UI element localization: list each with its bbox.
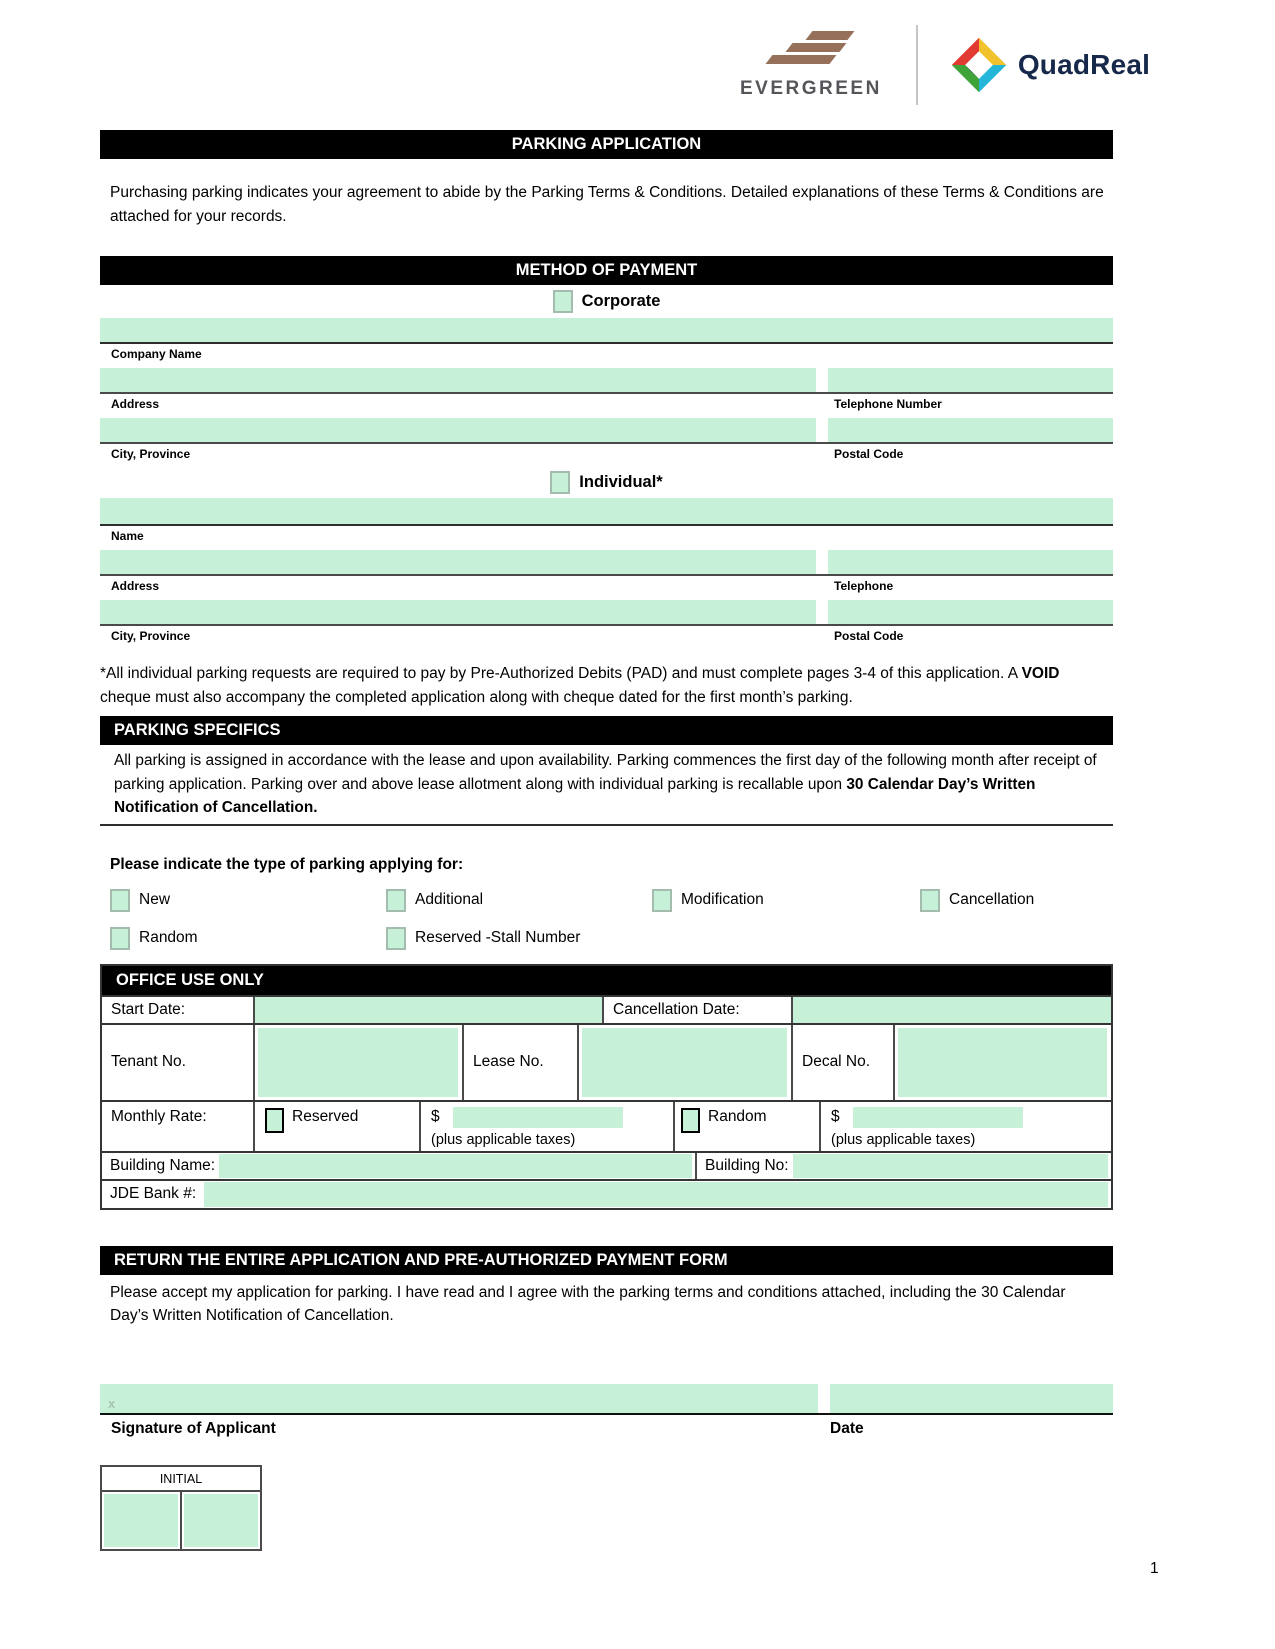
monthly-rate-label: Monthly Rate: — [102, 1102, 255, 1151]
office-random-checkbox[interactable] — [681, 1108, 700, 1133]
random-dollar-sign: $ — [831, 1108, 840, 1125]
initial-cell-right-wrap — [182, 1492, 260, 1549]
corporate-city-label: City, Province — [111, 447, 191, 461]
individual-label: Individual* — [579, 473, 663, 491]
date-field[interactable] — [830, 1384, 1113, 1413]
office-reserved-label: Reserved — [292, 1107, 359, 1125]
new-checkbox[interactable] — [110, 889, 130, 912]
decal-no-field[interactable] — [898, 1028, 1107, 1097]
reserved-tax-note: (plus applicable taxes) — [431, 1131, 576, 1148]
reserved-dollar-sign: $ — [431, 1108, 440, 1125]
tenant-no-label: Tenant No. — [102, 1025, 255, 1100]
lease-no-field[interactable] — [582, 1028, 787, 1097]
parking-type-new — [110, 889, 386, 912]
page-number: 1 — [1150, 1560, 1159, 1577]
company-name-label: Company Name — [111, 347, 202, 361]
quadreal-logo-text: QuadReal — [1017, 49, 1151, 80]
parking-type-options — [110, 889, 1113, 950]
corporate-telephone-field[interactable] — [828, 368, 1113, 392]
parking-specifics-bar: PARKING SPECIFICS — [100, 716, 1113, 745]
corporate-address-field[interactable] — [100, 368, 816, 392]
signature-field[interactable] — [100, 1384, 818, 1413]
reserved-stall-label: Reserved -Stall Number — [415, 929, 581, 946]
cancellation-date-label: Cancellation Date: — [604, 997, 793, 1023]
individual-city-field[interactable] — [100, 600, 816, 624]
parking-type-additional — [386, 889, 652, 912]
return-application-bar: RETURN THE ENTIRE APPLICATION AND PRE-AUTHORIZED PAYMENT FORM — [100, 1246, 1113, 1275]
parking-specifics-pre: All parking is assigned in accordance with the lease and upon availability. Parking commences the first day of the following month after receipt of parking application. Parking over and above lease allotment along with individual parking is recallable upon — [114, 752, 1097, 793]
parking-specifics-text — [100, 749, 1113, 826]
individual-option — [100, 471, 1113, 494]
reserved-option — [255, 1102, 421, 1151]
corporate-postal-field[interactable] — [828, 418, 1113, 442]
decal-no-label: Decal No. — [793, 1025, 895, 1100]
individual-name-field[interactable] — [100, 498, 1113, 526]
start-date-field[interactable] — [255, 997, 604, 1023]
building-name-field[interactable] — [219, 1154, 692, 1178]
individual-address-label: Address — [111, 579, 160, 593]
reserved-rate-field[interactable] — [453, 1107, 623, 1128]
corporate-city-field[interactable] — [100, 418, 816, 442]
initial-header: INITIAL — [102, 1467, 260, 1492]
cancellation-label: Cancellation — [949, 891, 1035, 908]
initial-field-right[interactable] — [184, 1494, 258, 1547]
start-date-label: Start Date: — [102, 997, 255, 1023]
corporate-option — [100, 290, 1113, 313]
parking-type-random — [110, 927, 386, 950]
initial-cell-left-wrap — [102, 1492, 182, 1549]
corporate-telephone-label: Telephone Number — [834, 397, 942, 411]
cancellation-date-field[interactable] — [793, 997, 1111, 1023]
intro-text: Purchasing parking indicates your agreement to abide by the Parking Terms & Conditions. Detailed explanations of these Terms & Conditions are attached for your records. — [110, 184, 1104, 225]
modification-label: Modification — [681, 891, 764, 908]
parking-type-modification — [652, 889, 920, 912]
pad-footnote-pre: *All individual parking requests are required to pay by Pre-Authorized Debits (PAD) and must complete pages 3-4 of this application. A — [100, 665, 1022, 682]
individual-name-label: Name — [111, 529, 144, 543]
parking-type-cancellation — [920, 889, 1113, 912]
signature-label: Signature of Applicant — [111, 1419, 276, 1437]
corporate-address-label: Address — [111, 397, 160, 411]
parking-specifics-bold: 30 Calendar Day’s Written Notification of Cancellation. — [114, 775, 1036, 816]
cancellation-checkbox[interactable] — [920, 889, 940, 912]
random-rate-cell — [821, 1102, 1111, 1151]
random-rate-field[interactable] — [853, 1107, 1023, 1128]
parking-type-reserved — [386, 927, 652, 950]
initial-field-left[interactable] — [104, 1494, 178, 1547]
building-no-field[interactable] — [793, 1154, 1108, 1178]
random-tax-note: (plus applicable taxes) — [831, 1131, 976, 1148]
office-random-label: Random — [708, 1107, 767, 1125]
corporate-label: Corporate — [581, 292, 661, 310]
random-option — [675, 1102, 821, 1151]
random-label: Random — [139, 929, 198, 946]
individual-city-label: City, Province — [111, 629, 191, 643]
lease-no-label: Lease No. — [464, 1025, 579, 1100]
reserved-rate-cell — [421, 1102, 675, 1151]
evergreen-logo-text: EVERGREEN — [740, 77, 882, 99]
building-no-label: Building No: — [705, 1156, 789, 1174]
additional-checkbox[interactable] — [386, 889, 406, 912]
pad-footnote-bold: VOID — [1021, 665, 1060, 682]
new-label: New — [139, 891, 171, 908]
pad-footnote-post: cheque must also accompany the completed application along with cheque dated for the first month’s parking. — [100, 688, 853, 706]
pad-footnote — [100, 662, 1113, 709]
office-use-table — [100, 964, 1113, 1210]
initial-table — [100, 1465, 262, 1551]
individual-checkbox[interactable] — [550, 471, 570, 494]
jde-bank-label: JDE Bank #: — [110, 1185, 197, 1202]
additional-label: Additional — [415, 891, 484, 908]
parking-type-prompt: Please indicate the type of parking applying for: — [110, 855, 464, 873]
individual-telephone-field[interactable] — [828, 550, 1113, 574]
building-name-label: Building Name: — [110, 1156, 216, 1174]
modification-checkbox[interactable] — [652, 889, 672, 912]
company-name-field[interactable] — [100, 318, 1113, 344]
individual-address-field[interactable] — [100, 550, 816, 574]
reserved-stall-checkbox[interactable] — [386, 927, 406, 950]
random-checkbox[interactable] — [110, 927, 130, 950]
office-use-bar: OFFICE USE ONLY — [102, 966, 1111, 995]
tenant-no-field[interactable] — [258, 1028, 458, 1097]
jde-bank-field[interactable] — [204, 1182, 1108, 1207]
individual-postal-field[interactable] — [828, 600, 1113, 624]
signature-row — [100, 1384, 1113, 1415]
office-reserved-checkbox[interactable] — [265, 1108, 284, 1133]
signature-x-mark: x — [108, 1395, 116, 1411]
page-title: PARKING APPLICATION — [100, 130, 1113, 159]
corporate-postal-label: Postal Code — [834, 447, 904, 461]
method-of-payment-bar: METHOD OF PAYMENT — [100, 256, 1113, 285]
corporate-checkbox[interactable] — [553, 290, 573, 313]
agreement-text: Please accept my application for parking. I have read and I agree with the parking terms and conditions attached, including the 30 Calendar Day’s Written Notification of Cancellation. — [110, 1283, 1066, 1324]
date-label: Date — [830, 1419, 864, 1437]
individual-telephone-label: Telephone — [834, 579, 894, 593]
individual-postal-label: Postal Code — [834, 629, 904, 643]
